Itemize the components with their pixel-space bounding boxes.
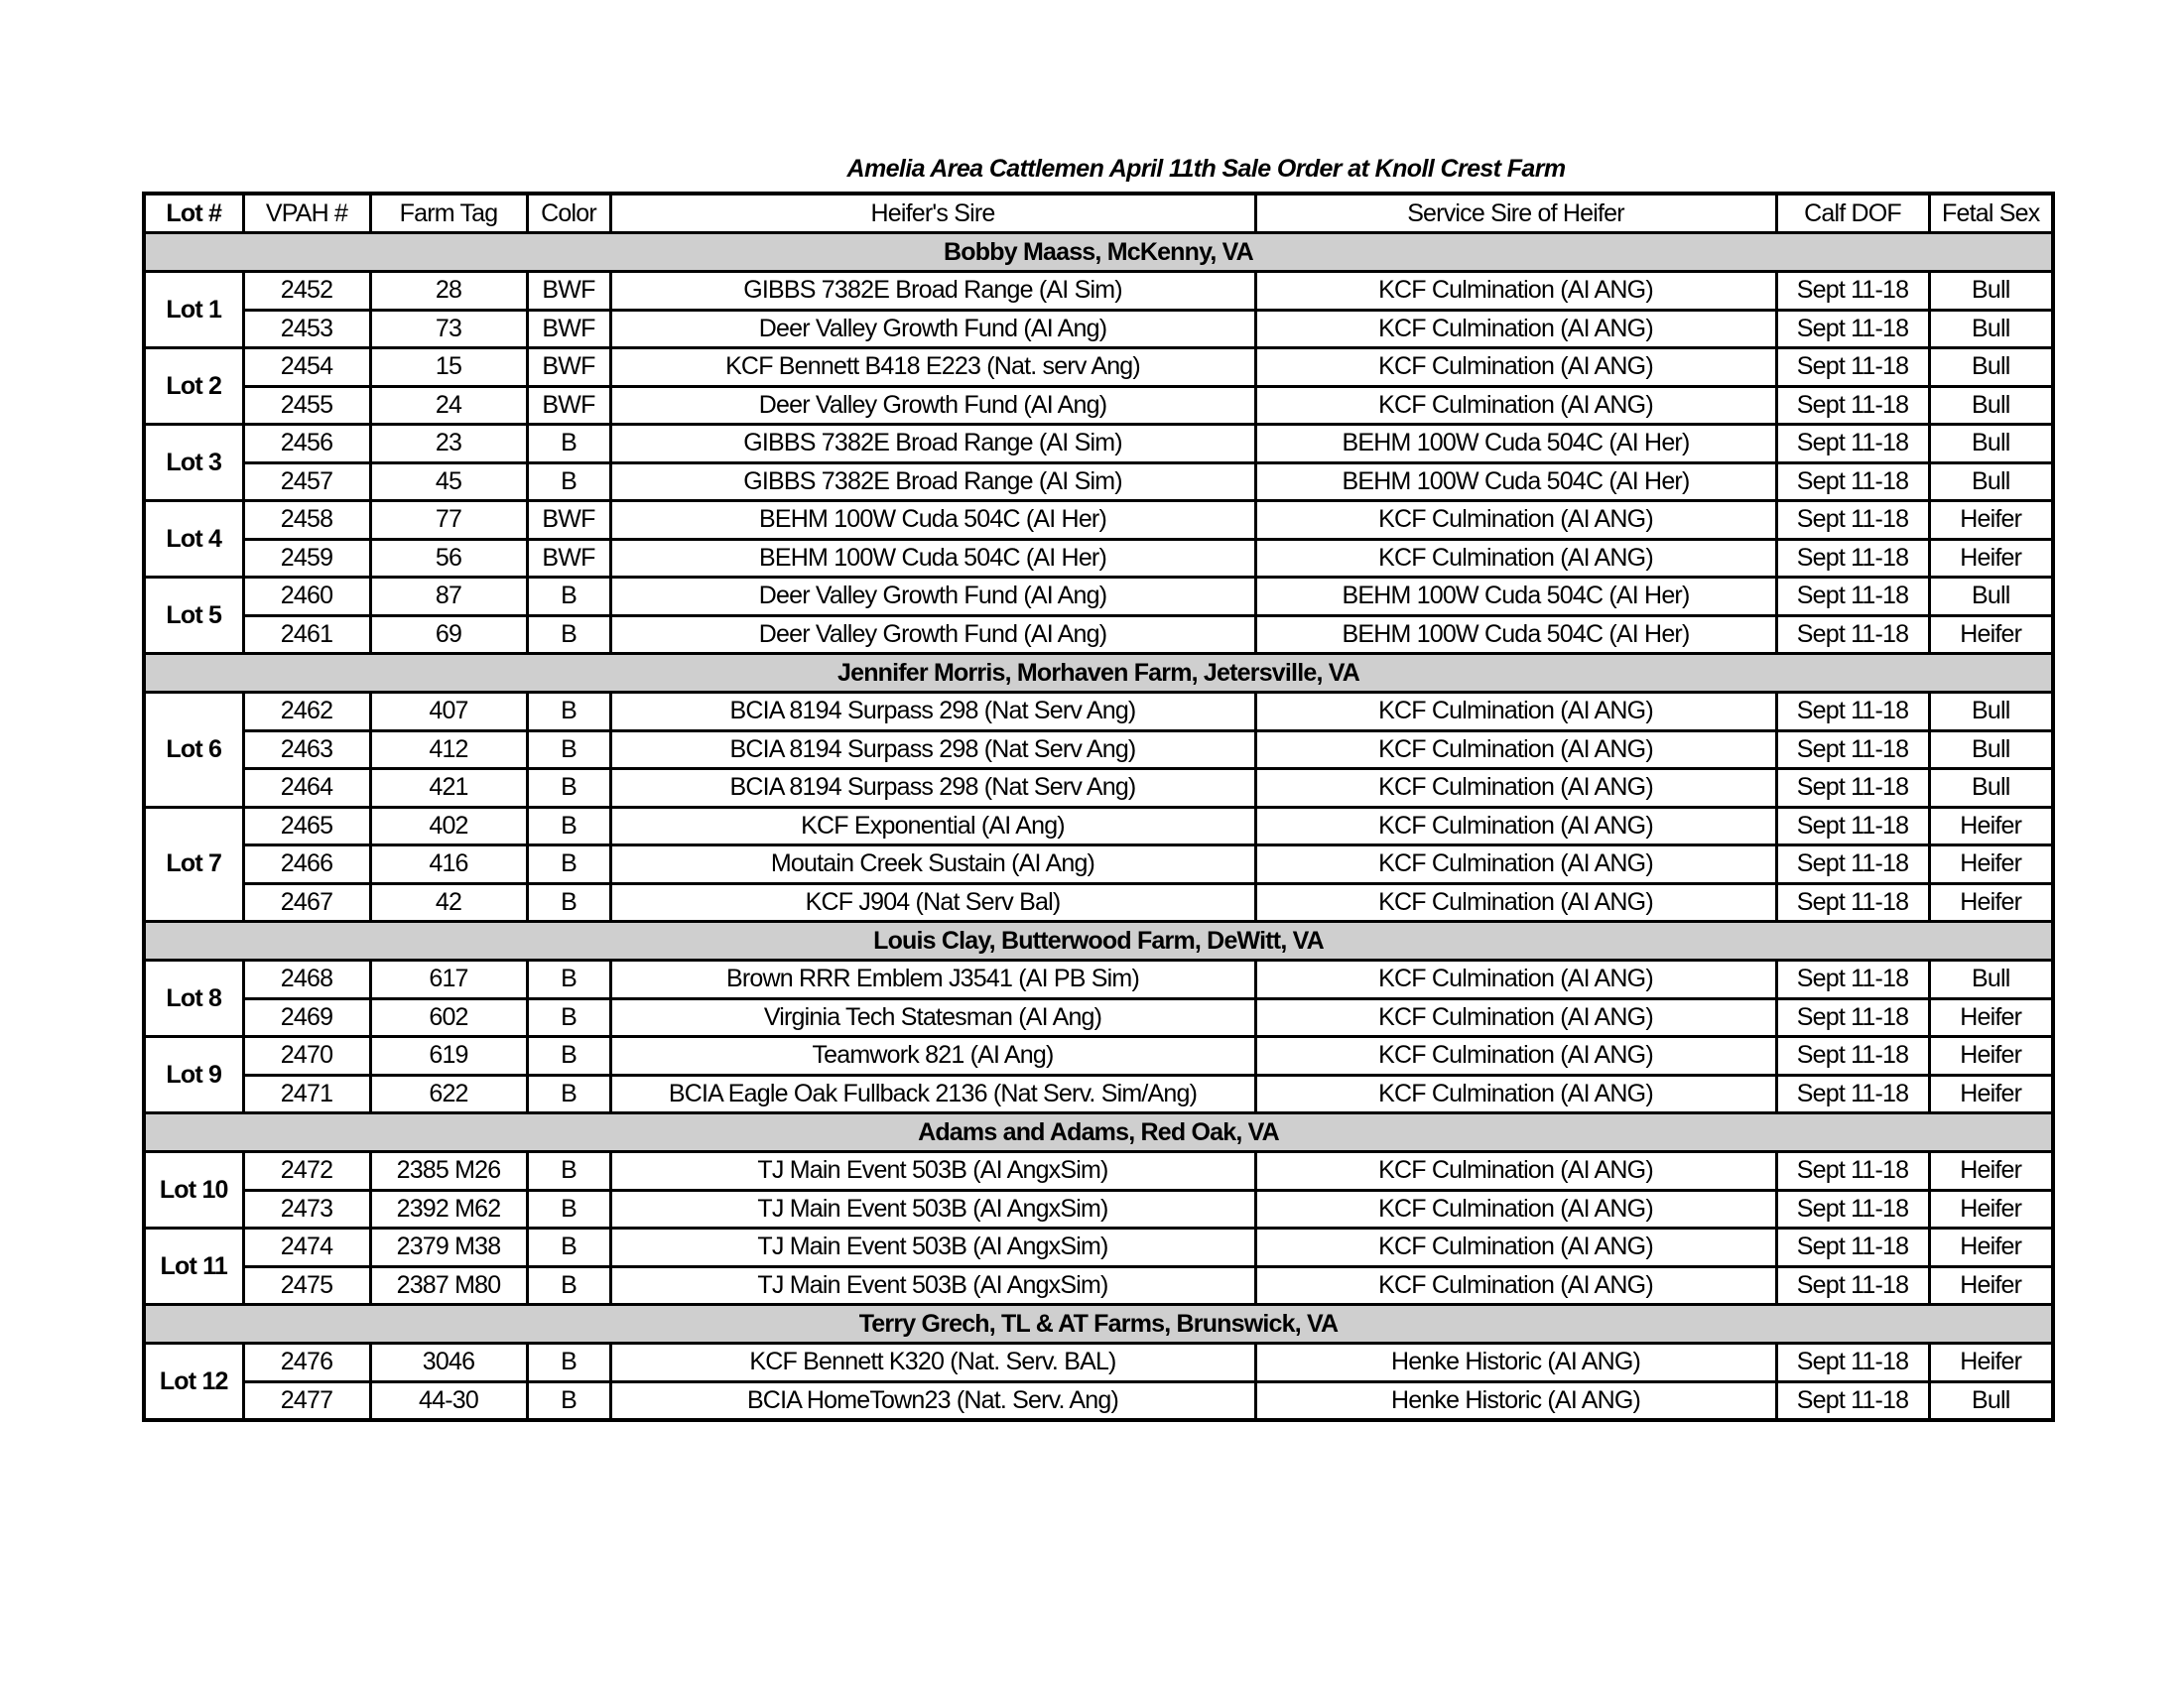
color-cell: BWF <box>527 386 610 425</box>
color-cell: B <box>527 425 610 463</box>
service-sire-cell: BEHM 100W Cuda 504C (AI Her) <box>1255 462 1776 501</box>
table-row <box>144 1266 2053 1305</box>
farm-tag-cell: 56 <box>370 539 527 578</box>
col-fetal-sex: Fetal Sex <box>1929 194 2053 233</box>
fetal-sex-cell: Bull <box>1929 769 2053 808</box>
color-cell: BWF <box>527 501 610 540</box>
vpah-cell: 2471 <box>243 1075 370 1113</box>
heifers-sire-cell: GIBBS 7382E Broad Range (AI Sim) <box>610 425 1255 463</box>
service-sire-cell: Henke Historic (AI ANG) <box>1255 1344 1776 1382</box>
heifers-sire-cell: GIBBS 7382E Broad Range (AI Sim) <box>610 462 1255 501</box>
color-cell: B <box>527 1037 610 1076</box>
calf-dof-cell: Sept 11-18 <box>1776 501 1929 540</box>
header-row <box>144 194 2053 233</box>
heifers-sire-cell: BCIA 8194 Surpass 298 (Nat Serv Ang) <box>610 769 1255 808</box>
service-sire-cell: KCF Culmination (AI ANG) <box>1255 272 1776 311</box>
fetal-sex-cell: Heifer <box>1929 998 2053 1037</box>
table-row <box>144 1381 2053 1420</box>
consignor-row <box>144 1305 2053 1344</box>
farm-tag-cell: 619 <box>370 1037 527 1076</box>
vpah-cell: 2462 <box>243 693 370 731</box>
vpah-cell: 2472 <box>243 1152 370 1191</box>
vpah-cell: 2453 <box>243 310 370 348</box>
calf-dof-cell: Sept 11-18 <box>1776 730 1929 769</box>
sale-order-table <box>142 192 2055 1422</box>
vpah-cell: 2458 <box>243 501 370 540</box>
table-row <box>144 272 2053 311</box>
table-row <box>144 1190 2053 1229</box>
consignor-row <box>144 233 2053 272</box>
table-row <box>144 425 2053 463</box>
fetal-sex-cell: Heifer <box>1929 883 2053 922</box>
vpah-cell: 2473 <box>243 1190 370 1229</box>
farm-tag-cell: 69 <box>370 615 527 654</box>
heifers-sire-cell: BCIA HomeTown23 (Nat. Serv. Ang) <box>610 1381 1255 1420</box>
table-row <box>144 462 2053 501</box>
service-sire-cell: KCF Culmination (AI ANG) <box>1255 845 1776 884</box>
consignor-row <box>144 1113 2053 1152</box>
farm-tag-cell: 23 <box>370 425 527 463</box>
calf-dof-cell: Sept 11-18 <box>1776 1152 1929 1191</box>
farm-tag-cell: 2387 M80 <box>370 1266 527 1305</box>
service-sire-cell: KCF Culmination (AI ANG) <box>1255 310 1776 348</box>
table-row <box>144 578 2053 616</box>
color-cell: B <box>527 693 610 731</box>
col-heifers-sire: Heifer's Sire <box>610 194 1255 233</box>
calf-dof-cell: Sept 11-18 <box>1776 578 1929 616</box>
calf-dof-cell: Sept 11-18 <box>1776 693 1929 731</box>
heifers-sire-cell: Deer Valley Growth Fund (AI Ang) <box>610 578 1255 616</box>
calf-dof-cell: Sept 11-18 <box>1776 1075 1929 1113</box>
fetal-sex-cell: Bull <box>1929 693 2053 731</box>
color-cell: B <box>527 1266 610 1305</box>
heifers-sire-cell: Virginia Tech Statesman (AI Ang) <box>610 998 1255 1037</box>
fetal-sex-cell: Heifer <box>1929 1075 2053 1113</box>
heifers-sire-cell: Moutain Creek Sustain (AI Ang) <box>610 845 1255 884</box>
fetal-sex-cell: Heifer <box>1929 1190 2053 1229</box>
service-sire-cell: BEHM 100W Cuda 504C (AI Her) <box>1255 425 1776 463</box>
calf-dof-cell: Sept 11-18 <box>1776 386 1929 425</box>
table-row <box>144 845 2053 884</box>
service-sire-cell: KCF Culmination (AI ANG) <box>1255 1266 1776 1305</box>
fetal-sex-cell: Heifer <box>1929 539 2053 578</box>
consignor-name: Adams and Adams, Red Oak, VA <box>144 1113 2053 1152</box>
vpah-cell: 2469 <box>243 998 370 1037</box>
fetal-sex-cell: Heifer <box>1929 1344 2053 1382</box>
lot-cell: Lot 11 <box>144 1229 243 1305</box>
farm-tag-cell: 45 <box>370 462 527 501</box>
color-cell: B <box>527 845 610 884</box>
farm-tag-cell: 73 <box>370 310 527 348</box>
heifers-sire-cell: BCIA Eagle Oak Fullback 2136 (Nat Serv. Sim/Ang) <box>610 1075 1255 1113</box>
heifers-sire-cell: Teamwork 821 (AI Ang) <box>610 1037 1255 1076</box>
table-row <box>144 1037 2053 1076</box>
service-sire-cell: KCF Culmination (AI ANG) <box>1255 961 1776 999</box>
table-row <box>144 730 2053 769</box>
fetal-sex-cell: Heifer <box>1929 501 2053 540</box>
table-row <box>144 693 2053 731</box>
color-cell: B <box>527 1344 610 1382</box>
vpah-cell: 2477 <box>243 1381 370 1420</box>
calf-dof-cell: Sept 11-18 <box>1776 807 1929 845</box>
calf-dof-cell: Sept 11-18 <box>1776 1344 1929 1382</box>
farm-tag-cell: 15 <box>370 348 527 387</box>
farm-tag-cell: 416 <box>370 845 527 884</box>
vpah-cell: 2464 <box>243 769 370 808</box>
col-vpah: VPAH # <box>243 194 370 233</box>
service-sire-cell: KCF Culmination (AI ANG) <box>1255 348 1776 387</box>
table-row <box>144 615 2053 654</box>
calf-dof-cell: Sept 11-18 <box>1776 615 1929 654</box>
color-cell: BWF <box>527 310 610 348</box>
heifers-sire-cell: TJ Main Event 503B (AI AngxSim) <box>610 1152 1255 1191</box>
farm-tag-cell: 77 <box>370 501 527 540</box>
heifers-sire-cell: GIBBS 7382E Broad Range (AI Sim) <box>610 272 1255 311</box>
vpah-cell: 2456 <box>243 425 370 463</box>
color-cell: B <box>527 730 610 769</box>
vpah-cell: 2474 <box>243 1229 370 1267</box>
calf-dof-cell: Sept 11-18 <box>1776 1037 1929 1076</box>
col-calf-dof: Calf DOF <box>1776 194 1929 233</box>
table-row <box>144 539 2053 578</box>
service-sire-cell: KCF Culmination (AI ANG) <box>1255 807 1776 845</box>
calf-dof-cell: Sept 11-18 <box>1776 883 1929 922</box>
service-sire-cell: BEHM 100W Cuda 504C (AI Her) <box>1255 578 1776 616</box>
calf-dof-cell: Sept 11-18 <box>1776 998 1929 1037</box>
consignor-name: Louis Clay, Butterwood Farm, DeWitt, VA <box>144 922 2053 961</box>
lot-cell: Lot 6 <box>144 693 243 808</box>
heifers-sire-cell: Deer Valley Growth Fund (AI Ang) <box>610 310 1255 348</box>
service-sire-cell: KCF Culmination (AI ANG) <box>1255 1037 1776 1076</box>
calf-dof-cell: Sept 11-18 <box>1776 272 1929 311</box>
color-cell: BWF <box>527 348 610 387</box>
table-row <box>144 386 2053 425</box>
farm-tag-cell: 28 <box>370 272 527 311</box>
lot-cell: Lot 12 <box>144 1344 243 1421</box>
vpah-cell: 2457 <box>243 462 370 501</box>
service-sire-cell: KCF Culmination (AI ANG) <box>1255 1152 1776 1191</box>
fetal-sex-cell: Bull <box>1929 578 2053 616</box>
service-sire-cell: KCF Culmination (AI ANG) <box>1255 539 1776 578</box>
farm-tag-cell: 87 <box>370 578 527 616</box>
calf-dof-cell: Sept 11-18 <box>1776 310 1929 348</box>
service-sire-cell: KCF Culmination (AI ANG) <box>1255 1075 1776 1113</box>
fetal-sex-cell: Bull <box>1929 425 2053 463</box>
color-cell: B <box>527 462 610 501</box>
service-sire-cell: KCF Culmination (AI ANG) <box>1255 883 1776 922</box>
service-sire-cell: KCF Culmination (AI ANG) <box>1255 386 1776 425</box>
farm-tag-cell: 402 <box>370 807 527 845</box>
table-row <box>144 883 2053 922</box>
fetal-sex-cell: Bull <box>1929 310 2053 348</box>
farm-tag-cell: 617 <box>370 961 527 999</box>
calf-dof-cell: Sept 11-18 <box>1776 845 1929 884</box>
color-cell: B <box>527 807 610 845</box>
calf-dof-cell: Sept 11-18 <box>1776 1266 1929 1305</box>
service-sire-cell: KCF Culmination (AI ANG) <box>1255 1229 1776 1267</box>
heifers-sire-cell: TJ Main Event 503B (AI AngxSim) <box>610 1190 1255 1229</box>
lot-cell: Lot 4 <box>144 501 243 578</box>
calf-dof-cell: Sept 11-18 <box>1776 1229 1929 1267</box>
color-cell: B <box>527 1152 610 1191</box>
fetal-sex-cell: Heifer <box>1929 615 2053 654</box>
fetal-sex-cell: Heifer <box>1929 1152 2053 1191</box>
service-sire-cell: KCF Culmination (AI ANG) <box>1255 693 1776 731</box>
lot-cell: Lot 7 <box>144 807 243 922</box>
vpah-cell: 2454 <box>243 348 370 387</box>
table-row <box>144 998 2053 1037</box>
service-sire-cell: KCF Culmination (AI ANG) <box>1255 501 1776 540</box>
calf-dof-cell: Sept 11-18 <box>1776 769 1929 808</box>
fetal-sex-cell: Heifer <box>1929 845 2053 884</box>
service-sire-cell: BEHM 100W Cuda 504C (AI Her) <box>1255 615 1776 654</box>
farm-tag-cell: 24 <box>370 386 527 425</box>
consignor-name: Terry Grech, TL & AT Farms, Brunswick, VA <box>144 1305 2053 1344</box>
calf-dof-cell: Sept 11-18 <box>1776 539 1929 578</box>
calf-dof-cell: Sept 11-18 <box>1776 462 1929 501</box>
calf-dof-cell: Sept 11-18 <box>1776 348 1929 387</box>
color-cell: B <box>527 883 610 922</box>
heifers-sire-cell: BEHM 100W Cuda 504C (AI Her) <box>610 539 1255 578</box>
lot-cell: Lot 3 <box>144 425 243 501</box>
service-sire-cell: Henke Historic (AI ANG) <box>1255 1381 1776 1420</box>
consignor-name: Bobby Maass, McKenny, VA <box>144 233 2053 272</box>
consignor-row <box>144 654 2053 693</box>
lot-cell: Lot 10 <box>144 1152 243 1229</box>
service-sire-cell: KCF Culmination (AI ANG) <box>1255 730 1776 769</box>
color-cell: B <box>527 1190 610 1229</box>
farm-tag-cell: 412 <box>370 730 527 769</box>
vpah-cell: 2463 <box>243 730 370 769</box>
table-row <box>144 961 2053 999</box>
fetal-sex-cell: Bull <box>1929 386 2053 425</box>
vpah-cell: 2476 <box>243 1344 370 1382</box>
farm-tag-cell: 421 <box>370 769 527 808</box>
color-cell: B <box>527 1381 610 1420</box>
color-cell: BWF <box>527 272 610 311</box>
heifers-sire-cell: BEHM 100W Cuda 504C (AI Her) <box>610 501 1255 540</box>
lot-cell: Lot 8 <box>144 961 243 1037</box>
col-service-sire: Service Sire of Heifer <box>1255 194 1776 233</box>
heifers-sire-cell: TJ Main Event 503B (AI AngxSim) <box>610 1266 1255 1305</box>
farm-tag-cell: 44-30 <box>370 1381 527 1420</box>
farm-tag-cell: 602 <box>370 998 527 1037</box>
vpah-cell: 2452 <box>243 272 370 311</box>
color-cell: BWF <box>527 539 610 578</box>
table-row <box>144 348 2053 387</box>
calf-dof-cell: Sept 11-18 <box>1776 425 1929 463</box>
fetal-sex-cell: Heifer <box>1929 807 2053 845</box>
farm-tag-cell: 407 <box>370 693 527 731</box>
fetal-sex-cell: Bull <box>1929 1381 2053 1420</box>
service-sire-cell: KCF Culmination (AI ANG) <box>1255 998 1776 1037</box>
fetal-sex-cell: Bull <box>1929 462 2053 501</box>
table-row <box>144 807 2053 845</box>
farm-tag-cell: 42 <box>370 883 527 922</box>
farm-tag-cell: 2379 M38 <box>370 1229 527 1267</box>
color-cell: B <box>527 769 610 808</box>
heifers-sire-cell: BCIA 8194 Surpass 298 (Nat Serv Ang) <box>610 693 1255 731</box>
heifers-sire-cell: KCF Exponential (AI Ang) <box>610 807 1255 845</box>
heifers-sire-cell: BCIA 8194 Surpass 298 (Nat Serv Ang) <box>610 730 1255 769</box>
page-title: Amelia Area Cattlemen April 11th Sale Order at Knoll Crest Farm <box>846 155 1566 183</box>
fetal-sex-cell: Bull <box>1929 348 2053 387</box>
table-row <box>144 769 2053 808</box>
color-cell: B <box>527 578 610 616</box>
fetal-sex-cell: Bull <box>1929 730 2053 769</box>
vpah-cell: 2465 <box>243 807 370 845</box>
heifers-sire-cell: Deer Valley Growth Fund (AI Ang) <box>610 615 1255 654</box>
table-row <box>144 1075 2053 1113</box>
vpah-cell: 2466 <box>243 845 370 884</box>
consignor-row <box>144 922 2053 961</box>
vpah-cell: 2468 <box>243 961 370 999</box>
lot-cell: Lot 2 <box>144 348 243 425</box>
farm-tag-cell: 622 <box>370 1075 527 1113</box>
heifers-sire-cell: Brown RRR Emblem J3541 (AI PB Sim) <box>610 961 1255 999</box>
col-color: Color <box>527 194 610 233</box>
table-row <box>144 1344 2053 1382</box>
consignor-name: Jennifer Morris, Morhaven Farm, Jetersville, VA <box>144 654 2053 693</box>
farm-tag-cell: 2385 M26 <box>370 1152 527 1191</box>
heifers-sire-cell: KCF Bennett K320 (Nat. Serv. BAL) <box>610 1344 1255 1382</box>
lot-cell: Lot 5 <box>144 578 243 654</box>
table-row <box>144 310 2053 348</box>
vpah-cell: 2475 <box>243 1266 370 1305</box>
vpah-cell: 2461 <box>243 615 370 654</box>
farm-tag-cell: 2392 M62 <box>370 1190 527 1229</box>
calf-dof-cell: Sept 11-18 <box>1776 1190 1929 1229</box>
calf-dof-cell: Sept 11-18 <box>1776 1381 1929 1420</box>
vpah-cell: 2455 <box>243 386 370 425</box>
service-sire-cell: KCF Culmination (AI ANG) <box>1255 1190 1776 1229</box>
color-cell: B <box>527 1075 610 1113</box>
vpah-cell: 2459 <box>243 539 370 578</box>
fetal-sex-cell: Bull <box>1929 961 2053 999</box>
fetal-sex-cell: Heifer <box>1929 1037 2053 1076</box>
color-cell: B <box>527 998 610 1037</box>
table-row <box>144 1229 2053 1267</box>
vpah-cell: 2460 <box>243 578 370 616</box>
table-row <box>144 1152 2053 1191</box>
fetal-sex-cell: Bull <box>1929 272 2053 311</box>
vpah-cell: 2467 <box>243 883 370 922</box>
table-row <box>144 501 2053 540</box>
lot-cell: Lot 1 <box>144 272 243 348</box>
col-farm-tag: Farm Tag <box>370 194 527 233</box>
col-lot: Lot # <box>144 194 243 233</box>
heifers-sire-cell: KCF J904 (Nat Serv Bal) <box>610 883 1255 922</box>
color-cell: B <box>527 615 610 654</box>
heifers-sire-cell: KCF Bennett B418 E223 (Nat. serv Ang) <box>610 348 1255 387</box>
fetal-sex-cell: Heifer <box>1929 1229 2053 1267</box>
heifers-sire-cell: TJ Main Event 503B (AI AngxSim) <box>610 1229 1255 1267</box>
vpah-cell: 2470 <box>243 1037 370 1076</box>
fetal-sex-cell: Heifer <box>1929 1266 2053 1305</box>
color-cell: B <box>527 961 610 999</box>
calf-dof-cell: Sept 11-18 <box>1776 961 1929 999</box>
color-cell: B <box>527 1229 610 1267</box>
heifers-sire-cell: Deer Valley Growth Fund (AI Ang) <box>610 386 1255 425</box>
farm-tag-cell: 3046 <box>370 1344 527 1382</box>
lot-cell: Lot 9 <box>144 1037 243 1113</box>
service-sire-cell: KCF Culmination (AI ANG) <box>1255 769 1776 808</box>
